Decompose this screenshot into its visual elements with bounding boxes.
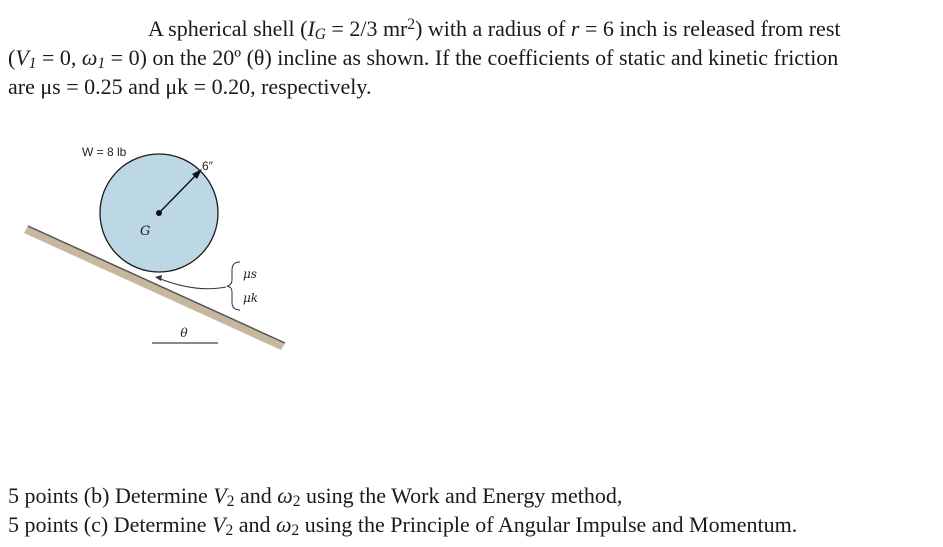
friction-brace (227, 262, 240, 310)
problem-line-1 (8, 14, 938, 43)
question-text-fragment: using the Work and Energy method, (300, 483, 623, 508)
velocity-subscript: 2 (225, 522, 234, 539)
problem-text-fragment: = 2/3 mr (325, 16, 408, 41)
inertia-subscript: G (314, 26, 326, 43)
mu-s-label: μs (243, 267, 257, 281)
problem-text-fragment: A spherical shell ( (148, 16, 308, 41)
angle-label: θ (180, 326, 188, 340)
question-list (8, 481, 938, 539)
velocity-symbol: V (213, 483, 227, 508)
omega-symbol: ω (81, 45, 98, 70)
omega-subscript: 2 (291, 522, 300, 539)
question-text-fragment: 5 points (b) Determine (8, 483, 214, 508)
weight-label: W = 8 lb (82, 145, 127, 159)
problem-statement (8, 14, 938, 101)
question-text-fragment: and (234, 483, 278, 508)
velocity-symbol: V (212, 512, 226, 537)
radius-label: 6″ (202, 159, 213, 173)
incline-diagram (0, 130, 320, 360)
problem-text-fragment: = 0, (36, 45, 82, 70)
problem-text-fragment: = 6 inch is released from rest (579, 16, 841, 41)
omega-symbol: ω (275, 512, 292, 537)
question-text-fragment: 5 points (c) Determine (8, 512, 213, 537)
exponent: 2 (407, 16, 416, 33)
problem-line-2 (8, 43, 938, 72)
friction-leader-line (158, 278, 226, 289)
omega-subscript: 1 (97, 55, 106, 72)
radius-symbol: r (570, 16, 580, 41)
velocity-subscript: 1 (28, 55, 37, 72)
problem-text-fragment: ) with a radius of (415, 16, 571, 41)
question-b (8, 481, 938, 510)
omega-subscript: 2 (292, 493, 301, 510)
question-text-fragment: using the Principle of Angular Impulse and Momentum. (299, 512, 798, 537)
mu-k-label: μk (243, 291, 259, 305)
question-text-fragment: and (233, 512, 276, 537)
diagram-svg (0, 130, 320, 360)
friction-leader-arrowhead (155, 275, 162, 281)
problem-line-3: are μs = 0.25 and μk = 0.20, respectively. (8, 74, 372, 99)
problem-text-fragment: = 0) on the 20º (θ) incline as shown. If the coefficients of static and kinetic friction (105, 45, 839, 70)
velocity-symbol: V (15, 45, 29, 70)
center-point (156, 210, 162, 216)
question-c (8, 510, 938, 539)
problem-text-fragment: ( (8, 45, 16, 70)
omega-symbol: ω (277, 483, 293, 508)
velocity-subscript: 2 (226, 493, 235, 510)
center-label: G (140, 224, 151, 239)
inertia-symbol: I (307, 16, 315, 41)
